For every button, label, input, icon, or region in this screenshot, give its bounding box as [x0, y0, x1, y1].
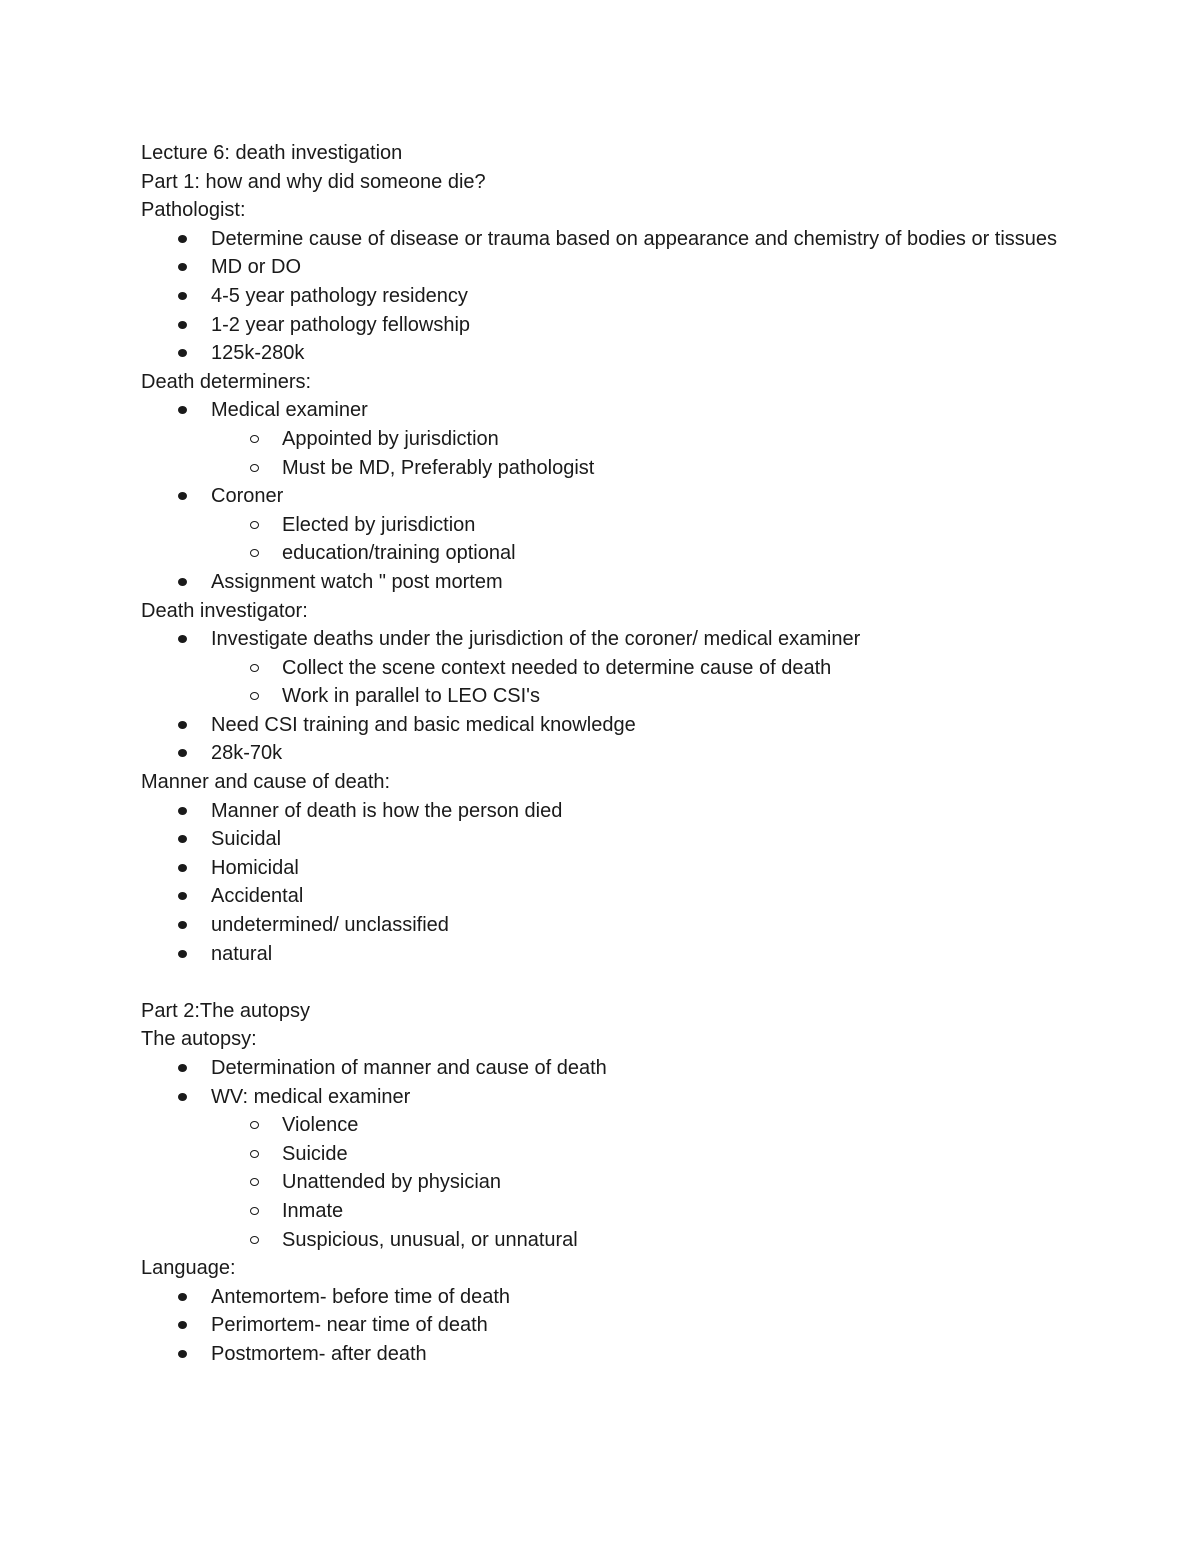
bullet-item [141, 225, 1081, 254]
sub-bullet-item [141, 425, 1081, 454]
hollow-bullet-icon [250, 664, 259, 672]
filled-bullet-icon [178, 492, 187, 500]
line-text: Coroner [211, 485, 284, 508]
hollow-bullet-icon [250, 1207, 259, 1215]
bullet-item [141, 625, 1081, 654]
bullet-item [141, 253, 1081, 282]
line-text: 28k-70k [211, 742, 283, 765]
filled-bullet-icon [178, 835, 187, 843]
line-text: Perimortem- near time of death [211, 1314, 488, 1337]
filled-bullet-icon [178, 263, 187, 271]
sub-bullet-item [141, 682, 1081, 711]
filled-bullet-icon [178, 921, 187, 929]
bullet-item [141, 482, 1081, 511]
filled-bullet-icon [178, 1350, 187, 1358]
line-text: Work in parallel to LEO CSI's [282, 685, 540, 708]
hollow-bullet-icon [250, 1150, 259, 1158]
bullet-item [141, 911, 1081, 940]
sub-bullet-item [141, 1168, 1081, 1197]
line-text: Language: [141, 1257, 236, 1280]
line-text: Lecture 6: death investigation [141, 142, 403, 164]
line-text: Appointed by jurisdiction [282, 427, 499, 450]
line-text: Death investigator: [141, 599, 308, 622]
line-text: Determine cause of disease or trauma based on appearance and chemistry of bodies or tissues [211, 227, 1058, 250]
line-text: Suicide [282, 1142, 348, 1165]
line-text: Elected by jurisdiction [282, 513, 476, 536]
sub-bullet-item [141, 654, 1081, 683]
hollow-bullet-icon [250, 549, 259, 557]
section-heading [141, 997, 1081, 1026]
section-heading [141, 1025, 1081, 1054]
filled-bullet-icon [178, 349, 187, 357]
blank-line [141, 968, 1081, 997]
bullet-item [141, 1054, 1081, 1083]
section-heading [141, 1254, 1081, 1283]
line-text: Death determiners: [141, 370, 312, 393]
bullet-item [141, 882, 1081, 911]
hollow-bullet-icon [250, 1121, 259, 1129]
line-text: Determination of manner and cause of death [211, 1057, 607, 1079]
filled-bullet-icon [178, 721, 187, 729]
line-text: 1-2 year pathology fellowship [211, 313, 471, 336]
line-text: Manner and cause of death: [141, 771, 391, 794]
line-text: natural [211, 942, 273, 965]
hollow-bullet-icon [250, 692, 259, 700]
bullet-item [141, 339, 1081, 368]
filled-bullet-icon [178, 578, 187, 586]
section-heading [141, 597, 1081, 626]
bullet-item [141, 825, 1081, 854]
line-text: Pathologist: [141, 199, 246, 222]
section-heading [141, 139, 1081, 168]
line-text: Part 2:The autopsy [141, 999, 310, 1022]
bullet-item [141, 1340, 1081, 1369]
line-text: undetermined/ unclassified [211, 914, 449, 937]
filled-bullet-icon [178, 864, 187, 872]
sub-bullet-item [141, 1226, 1081, 1255]
hollow-bullet-icon [250, 435, 259, 443]
line-text: The autopsy: [141, 1028, 257, 1051]
bullet-item [141, 1311, 1081, 1340]
sub-bullet-item [141, 1197, 1081, 1226]
line-text: WV: medical examiner [211, 1085, 411, 1108]
filled-bullet-icon [178, 749, 187, 757]
line-text: Suicidal [211, 828, 282, 851]
hollow-bullet-icon [250, 1236, 259, 1244]
line-text: Need CSI training and basic medical knowledge [211, 713, 636, 736]
line-text: Must be MD, Preferably pathologist [282, 456, 595, 479]
line-text: Part 1: how and why did someone die? [141, 170, 486, 193]
section-heading [141, 196, 1081, 225]
hollow-bullet-icon [250, 464, 259, 472]
line-text: Investigate deaths under the jurisdiction of the coroner/ medical examiner [211, 628, 861, 651]
filled-bullet-icon [178, 1321, 187, 1329]
line-text: Postmortem- after death [211, 1342, 427, 1365]
bullet-item [141, 1083, 1081, 1112]
line-text: Suspicious, unusual, or unnatural [282, 1228, 578, 1251]
line-text: 4-5 year pathology residency [211, 284, 468, 307]
filled-bullet-icon [178, 406, 187, 414]
bullet-item [141, 1283, 1081, 1312]
filled-bullet-icon [178, 235, 187, 243]
document-content [141, 139, 1081, 1369]
bullet-item [141, 311, 1081, 340]
section-heading [141, 768, 1081, 797]
bullet-item [141, 282, 1081, 311]
section-heading [141, 168, 1081, 197]
line-text: MD or DO [211, 256, 301, 279]
line-text: Inmate [282, 1199, 344, 1222]
sub-bullet-item [141, 1140, 1081, 1169]
sub-bullet-item [141, 511, 1081, 540]
line-text: Collect the scene context needed to determine cause of death [282, 656, 832, 679]
hollow-bullet-icon [250, 1178, 259, 1186]
section-heading [141, 368, 1081, 397]
hollow-bullet-icon [250, 521, 259, 529]
filled-bullet-icon [178, 1064, 187, 1072]
filled-bullet-icon [178, 321, 187, 329]
filled-bullet-icon [178, 807, 187, 815]
filled-bullet-icon [178, 1093, 187, 1101]
line-text: Violence [282, 1114, 359, 1137]
line-text: Assignment watch " post mortem [211, 570, 503, 593]
bullet-item [141, 396, 1081, 425]
bullet-item [141, 797, 1081, 826]
filled-bullet-icon [178, 1293, 187, 1301]
filled-bullet-icon [178, 892, 187, 900]
sub-bullet-item [141, 539, 1081, 568]
filled-bullet-icon [178, 950, 187, 958]
filled-bullet-icon [178, 292, 187, 300]
bullet-item [141, 568, 1081, 597]
sub-bullet-item [141, 1111, 1081, 1140]
line-text: Unattended by physician [282, 1171, 502, 1194]
line-text: Antemortem- before time of death [211, 1285, 511, 1308]
filled-bullet-icon [178, 635, 187, 643]
line-text: Medical examiner [211, 399, 368, 422]
sub-bullet-item [141, 454, 1081, 483]
line-text: Manner of death is how the person died [211, 799, 563, 822]
line-text: Homicidal [211, 856, 299, 879]
bullet-item [141, 940, 1081, 969]
bullet-item [141, 739, 1081, 768]
bullet-item [141, 854, 1081, 883]
bullet-item [141, 711, 1081, 740]
line-text: 125k-280k [211, 342, 305, 365]
line-text: education/training optional [282, 542, 516, 565]
line-text: Accidental [211, 885, 304, 908]
